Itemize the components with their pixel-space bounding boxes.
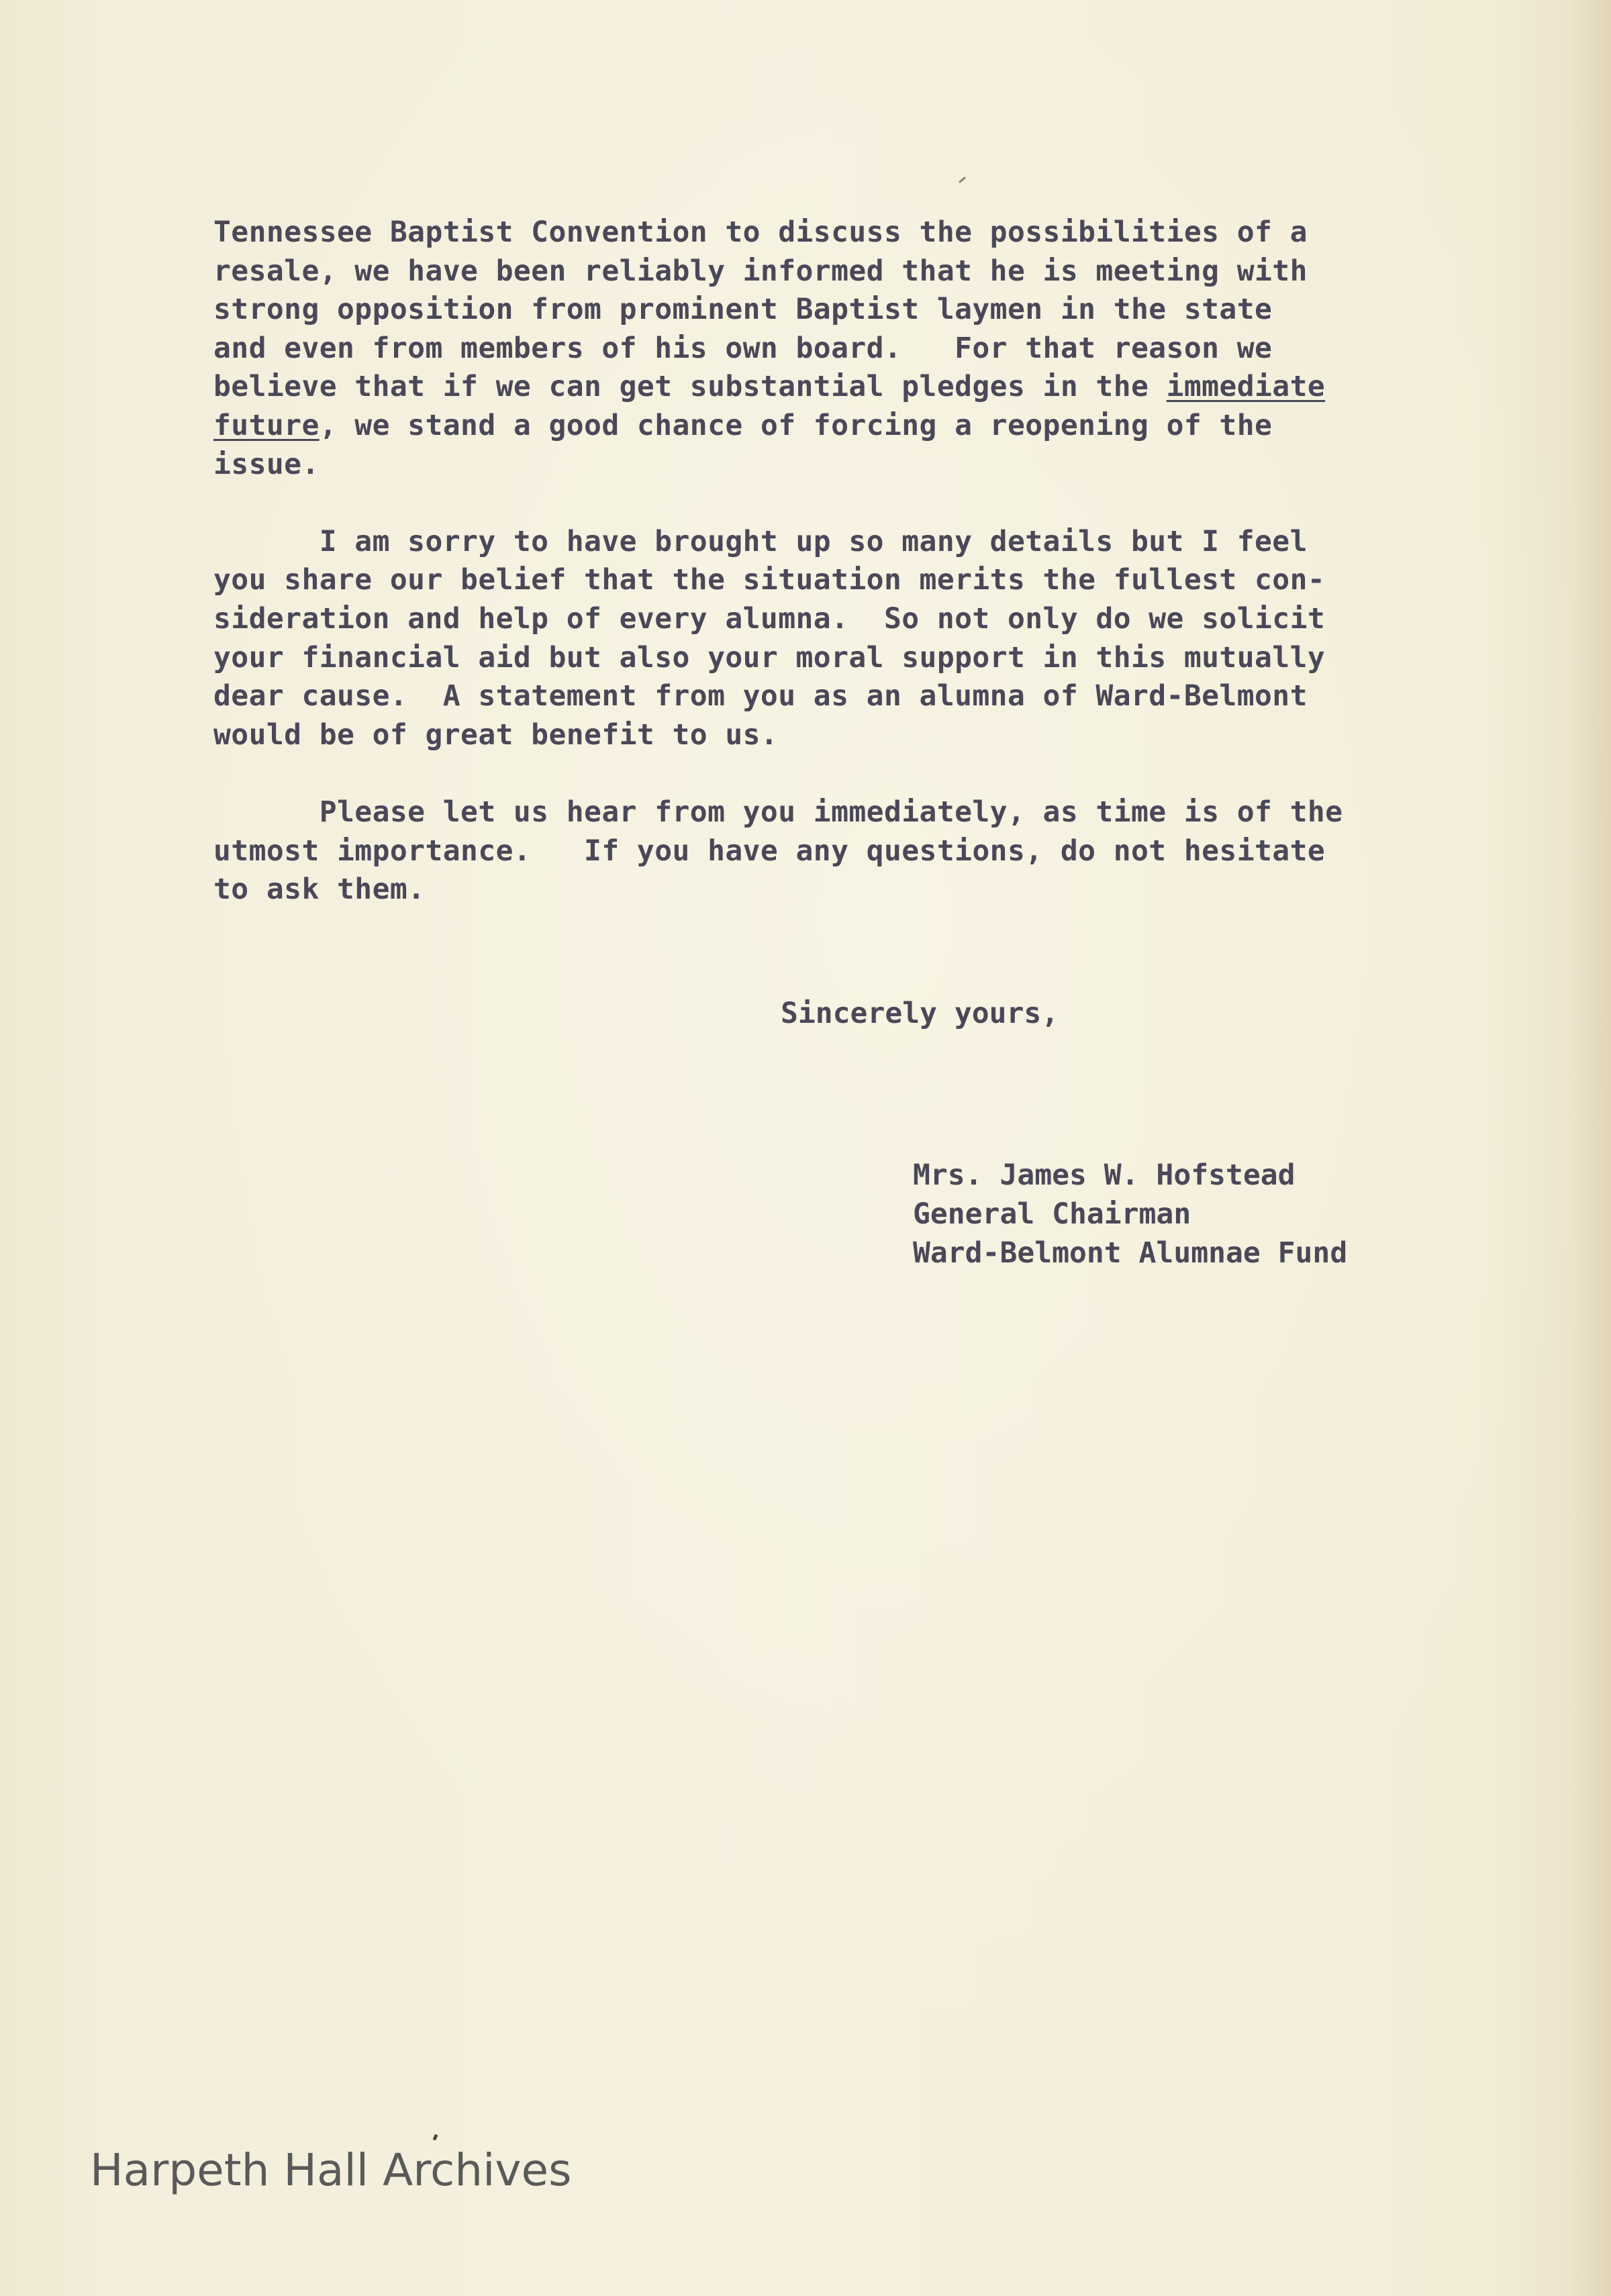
- line: would be of great benefit to us.: [213, 717, 779, 752]
- line: Please let us hear from you immediately, as time is of the: [213, 795, 1343, 829]
- line: to ask them.: [213, 872, 426, 907]
- paragraph-1: [213, 213, 1462, 484]
- signature-block: [913, 1156, 1347, 1272]
- line: I am sorry to have brought up so many details but I feel: [213, 524, 1308, 558]
- underlined-text: future: [213, 408, 320, 442]
- line: and even from members of his own board. For that reason we: [213, 331, 1273, 365]
- paragraph-3: [213, 793, 1462, 909]
- line: strong opposition from prominent Baptist laymen in the state: [213, 293, 1273, 327]
- line: , we stand a good chance of forcing a reopening of the: [319, 408, 1273, 442]
- signer-title: General Chairman: [913, 1197, 1191, 1231]
- closing-salutation: Sincerely yours,: [781, 997, 1059, 1030]
- line: utmost importance. If you have any questions, do not hesitate: [213, 834, 1326, 868]
- line: dear cause. A statement from you as an alumna of Ward-Belmont: [213, 679, 1308, 713]
- paragraph-2: [213, 523, 1462, 755]
- underlined-text: immediate: [1166, 370, 1326, 404]
- line: your financial aid but also your moral support in this mutually: [213, 640, 1326, 675]
- line: Tennessee Baptist Convention to discuss the possibilities of a: [213, 215, 1308, 249]
- line: sideration and help of every alumna. So not only do we solicit: [213, 601, 1326, 636]
- archive-watermark: Harpeth Hall Archives: [90, 2144, 572, 2196]
- paper-edge-shadow: [1571, 0, 1611, 2296]
- line: issue.: [213, 447, 320, 481]
- paper-speck: [432, 2134, 438, 2140]
- line: believe that if we can get substantial pledges in the: [213, 370, 1167, 404]
- signer-organization: Ward-Belmont Alumnae Fund: [913, 1236, 1348, 1270]
- line: you share our belief that the situation merits the fullest con-: [213, 563, 1326, 597]
- line: resale, we have been reliably informed that he is meeting with: [213, 254, 1308, 288]
- signer-name: Mrs. James W. Hofstead: [913, 1158, 1296, 1192]
- paper-mark: [959, 177, 966, 183]
- letter-body: [213, 213, 1462, 909]
